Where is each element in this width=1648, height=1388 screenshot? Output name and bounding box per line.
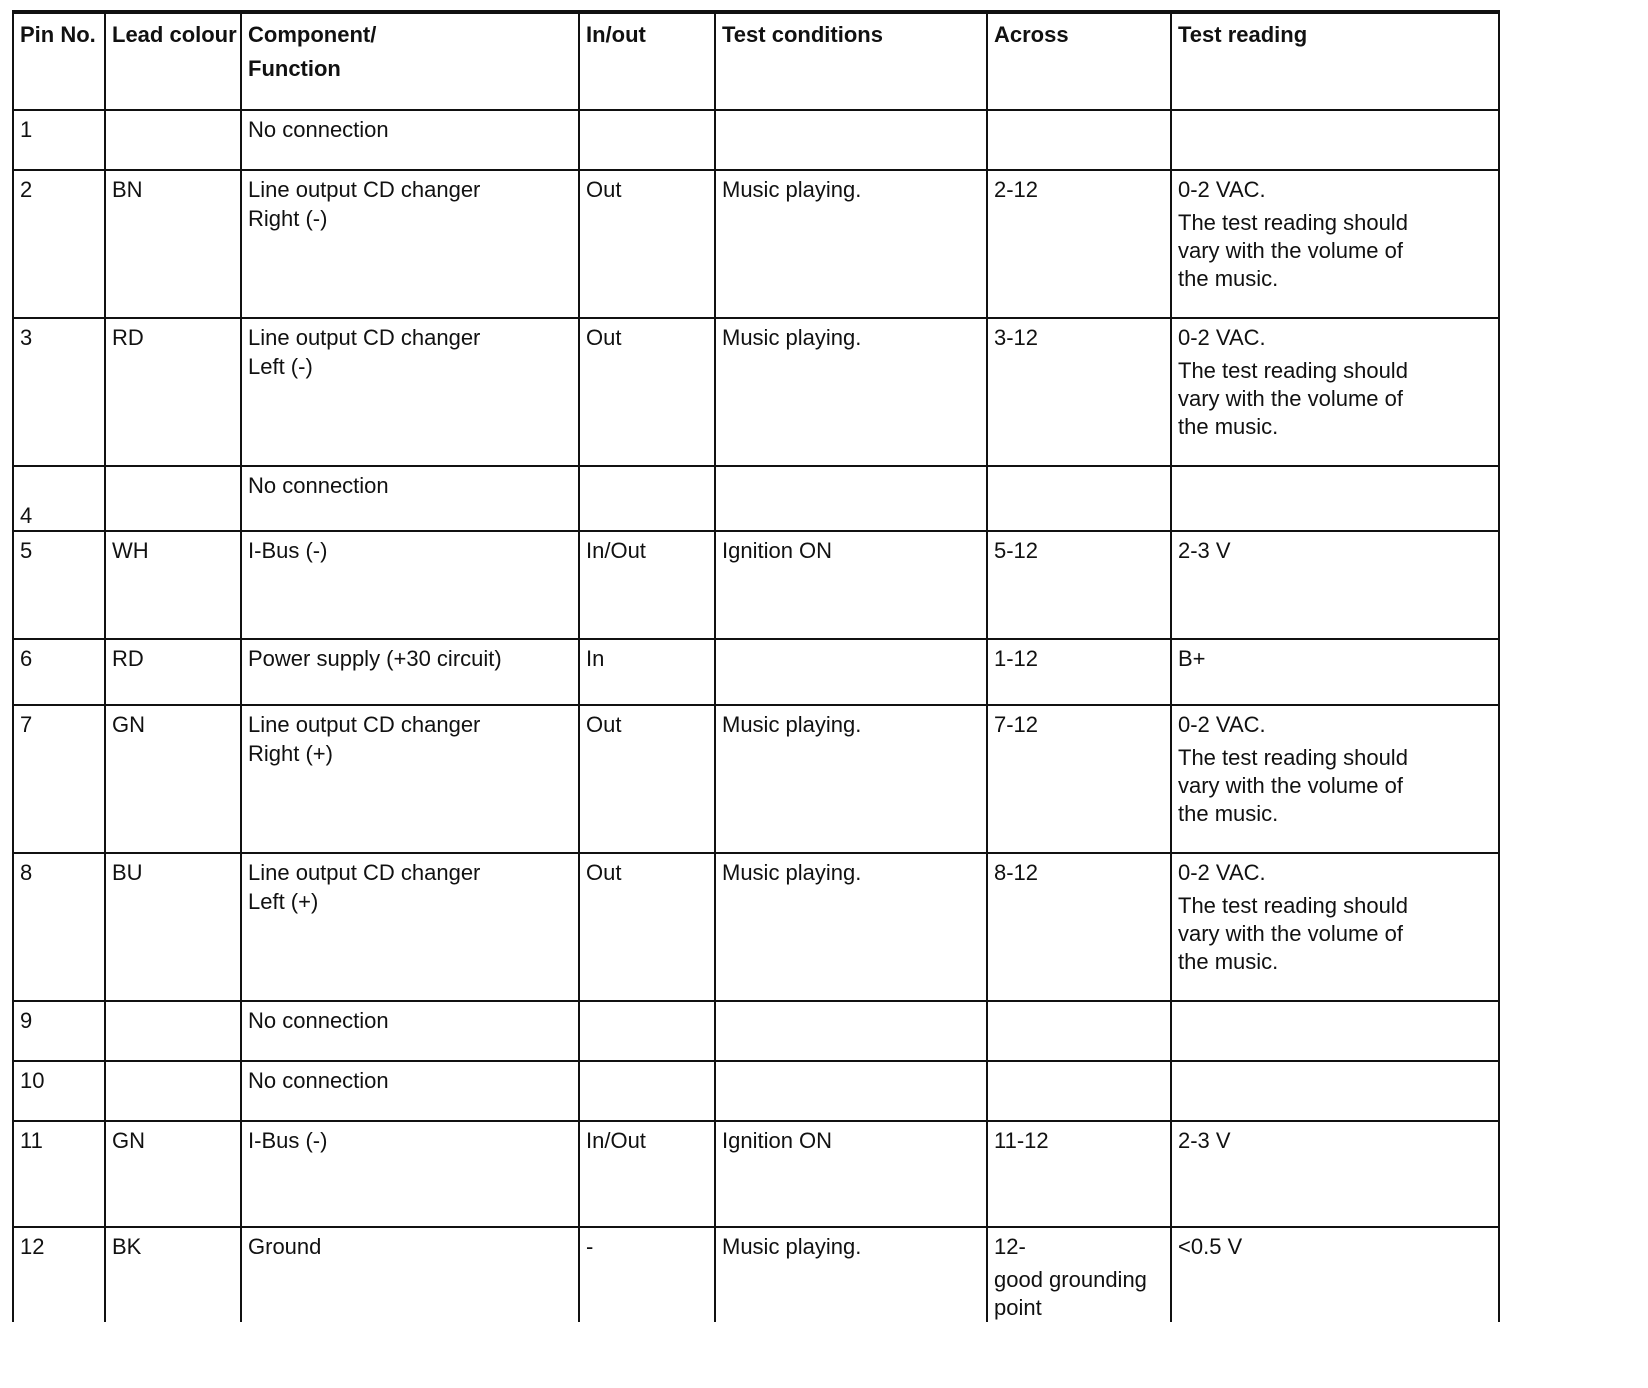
table-row (13, 1121, 1499, 1227)
cell-pin-no: 2 (13, 170, 105, 318)
cell-test-conditions: Music playing. (715, 705, 987, 853)
cell-test-reading-line: vary with the volume of (1178, 386, 1403, 411)
cell-in-out (579, 466, 715, 531)
cell-across (987, 853, 1171, 1001)
table-row (13, 466, 1499, 531)
cell-test-conditions: Ignition ON (715, 1121, 987, 1227)
cell-across (987, 705, 1171, 853)
cell-in-out: Out (579, 705, 715, 853)
cell-across (987, 170, 1171, 318)
cell-test-conditions: Music playing. (715, 170, 987, 318)
table-row (13, 1227, 1499, 1322)
cell-pin-no: 8 (13, 853, 105, 1001)
cell-across-line: 5-12 (994, 538, 1039, 563)
cell-test-reading-line: The test reading should (1178, 358, 1408, 383)
cell-component-function (241, 1227, 579, 1322)
cell-component-function-line: Right (+) (248, 741, 333, 766)
cell-pin-no: 5 (13, 531, 105, 639)
cell-in-out: - (579, 1227, 715, 1322)
cell-test-reading (1171, 1227, 1499, 1322)
cell-test-reading (1171, 466, 1499, 531)
cell-test-reading-line: the music. (1178, 414, 1279, 439)
table-body (13, 110, 1499, 1322)
cell-across-line: 1-12 (994, 646, 1039, 671)
header-test-reading: Test reading (1171, 12, 1499, 110)
cell-across-line: 8-12 (994, 860, 1039, 885)
table-row (13, 170, 1499, 318)
cell-across (987, 639, 1171, 705)
cell-component-function-line: Line output CD changer (248, 860, 481, 885)
cell-lead-colour (105, 110, 241, 170)
cell-test-reading-line: 0-2 VAC. (1178, 712, 1266, 737)
cell-component-function-line: Line output CD changer (248, 325, 481, 350)
cell-test-reading (1171, 853, 1499, 1001)
cell-in-out: In (579, 639, 715, 705)
cell-test-reading-line: 0-2 VAC. (1178, 177, 1266, 202)
cell-test-reading (1171, 110, 1499, 170)
cell-test-reading-line: The test reading should (1178, 745, 1408, 770)
cell-across (987, 110, 1171, 170)
header-pin-no: Pin No. (13, 12, 105, 110)
cell-test-reading (1171, 705, 1499, 853)
table-row (13, 853, 1499, 1001)
cell-test-conditions: Ignition ON (715, 531, 987, 639)
cell-component-function-line: No connection (248, 473, 389, 498)
cell-test-reading (1171, 1061, 1499, 1121)
cell-component-function (241, 853, 579, 1001)
cell-pin-no: 4 (13, 466, 105, 531)
cell-in-out: In/Out (579, 1121, 715, 1227)
cell-component-function (241, 1001, 579, 1061)
cell-component-function-line: Power supply (+30 circuit) (248, 646, 502, 671)
cell-across (987, 1227, 1171, 1322)
cell-across-line: good grounding (994, 1267, 1147, 1292)
cell-across-line: 2-12 (994, 177, 1039, 202)
cell-test-reading-line: The test reading should (1178, 893, 1408, 918)
cell-test-reading-line: 2-3 V (1178, 538, 1231, 563)
cell-component-function (241, 705, 579, 853)
header-component-line2: Function (248, 56, 341, 81)
header-lead-colour: Lead colour (105, 12, 241, 110)
cell-across (987, 466, 1171, 531)
table-row (13, 1001, 1499, 1061)
cell-pin-no: 6 (13, 639, 105, 705)
cell-test-reading (1171, 1001, 1499, 1061)
header-component-line1: Component/ (248, 22, 377, 47)
cell-component-function-line: No connection (248, 1068, 389, 1093)
cell-test-reading-line: 0-2 VAC. (1178, 325, 1266, 350)
table-row (13, 110, 1499, 170)
cell-component-function-line: Line output CD changer (248, 177, 481, 202)
table-row (13, 1061, 1499, 1121)
cell-across-line: 11-12 (994, 1128, 1049, 1153)
cell-test-reading (1171, 639, 1499, 705)
cell-pin-no: 7 (13, 705, 105, 853)
cell-test-reading-line: 2-3 V (1178, 1128, 1231, 1153)
cell-test-conditions (715, 110, 987, 170)
cell-lead-colour (105, 466, 241, 531)
cell-component-function-line: Left (+) (248, 889, 319, 914)
table-row (13, 531, 1499, 639)
cell-in-out: Out (579, 170, 715, 318)
cell-component-function (241, 318, 579, 466)
cell-lead-colour: BU (105, 853, 241, 1001)
cell-test-reading-line: vary with the volume of (1178, 921, 1403, 946)
cell-in-out: Out (579, 318, 715, 466)
cell-across (987, 318, 1171, 466)
cell-lead-colour: GN (105, 1121, 241, 1227)
cell-across (987, 1121, 1171, 1227)
cell-test-reading (1171, 170, 1499, 318)
cell-test-reading (1171, 531, 1499, 639)
cell-lead-colour: BN (105, 170, 241, 318)
cell-across-line: 7-12 (994, 712, 1039, 737)
cell-test-reading-line: B+ (1178, 646, 1206, 671)
cell-component-function-line: I-Bus (-) (248, 1128, 328, 1153)
cell-test-conditions (715, 466, 987, 531)
cell-test-conditions: Music playing. (715, 318, 987, 466)
cell-across-line: point (994, 1295, 1042, 1320)
cell-test-reading (1171, 1121, 1499, 1227)
cell-component-function-line: No connection (248, 117, 389, 142)
cell-component-function-line: I-Bus (-) (248, 538, 328, 563)
cell-test-reading-line: 0-2 VAC. (1178, 860, 1266, 885)
cell-test-reading-line: the music. (1178, 266, 1279, 291)
cell-lead-colour: BK (105, 1227, 241, 1322)
header-in-out: In/out (579, 12, 715, 110)
cell-test-reading-line: the music. (1178, 801, 1279, 826)
cell-test-conditions (715, 1061, 987, 1121)
cell-pin-no: 10 (13, 1061, 105, 1121)
cell-in-out (579, 110, 715, 170)
cell-test-reading-line: the music. (1178, 949, 1279, 974)
cell-lead-colour (105, 1061, 241, 1121)
cell-test-reading-line: <0.5 V (1178, 1234, 1243, 1259)
cell-lead-colour: WH (105, 531, 241, 639)
cell-in-out: In/Out (579, 531, 715, 639)
cell-pin-no: 1 (13, 110, 105, 170)
table-row (13, 639, 1499, 705)
table-row (13, 705, 1499, 853)
cell-across (987, 1001, 1171, 1061)
cell-test-reading-line: vary with the volume of (1178, 238, 1403, 263)
cell-test-conditions: Music playing. (715, 1227, 987, 1322)
table-header-row (13, 12, 1499, 110)
header-test-conditions: Test conditions (715, 12, 987, 110)
cell-test-conditions (715, 639, 987, 705)
cell-component-function (241, 170, 579, 318)
cell-test-conditions: Music playing. (715, 853, 987, 1001)
cell-component-function (241, 639, 579, 705)
cell-across-line: 12- (994, 1234, 1026, 1259)
cell-lead-colour: RD (105, 318, 241, 466)
cell-component-function (241, 531, 579, 639)
cell-in-out (579, 1061, 715, 1121)
cell-test-reading-line: vary with the volume of (1178, 773, 1403, 798)
cell-test-reading (1171, 318, 1499, 466)
cell-across (987, 531, 1171, 639)
cell-test-reading-line: The test reading should (1178, 210, 1408, 235)
cell-component-function-line: No connection (248, 1008, 389, 1033)
cell-across (987, 1061, 1171, 1121)
cell-pin-no: 3 (13, 318, 105, 466)
cell-lead-colour (105, 1001, 241, 1061)
cell-component-function (241, 466, 579, 531)
cell-pin-no: 11 (13, 1121, 105, 1227)
cell-pin-no: 12 (13, 1227, 105, 1322)
table-row (13, 318, 1499, 466)
header-component-function (241, 12, 579, 110)
cell-component-function-line: Line output CD changer (248, 712, 481, 737)
cell-lead-colour: GN (105, 705, 241, 853)
cell-component-function (241, 1061, 579, 1121)
header-across: Across (987, 12, 1171, 110)
cell-component-function-line: Left (-) (248, 354, 313, 379)
cell-component-function (241, 110, 579, 170)
cell-in-out: Out (579, 853, 715, 1001)
cell-component-function-line: Ground (248, 1234, 322, 1259)
cell-component-function (241, 1121, 579, 1227)
cell-component-function-line: Right (-) (248, 206, 328, 231)
cell-test-conditions (715, 1001, 987, 1061)
pin-assignment-table (12, 10, 1500, 1322)
cell-pin-no: 9 (13, 1001, 105, 1061)
cell-in-out (579, 1001, 715, 1061)
cell-lead-colour: RD (105, 639, 241, 705)
cell-across-line: 3-12 (994, 325, 1039, 350)
